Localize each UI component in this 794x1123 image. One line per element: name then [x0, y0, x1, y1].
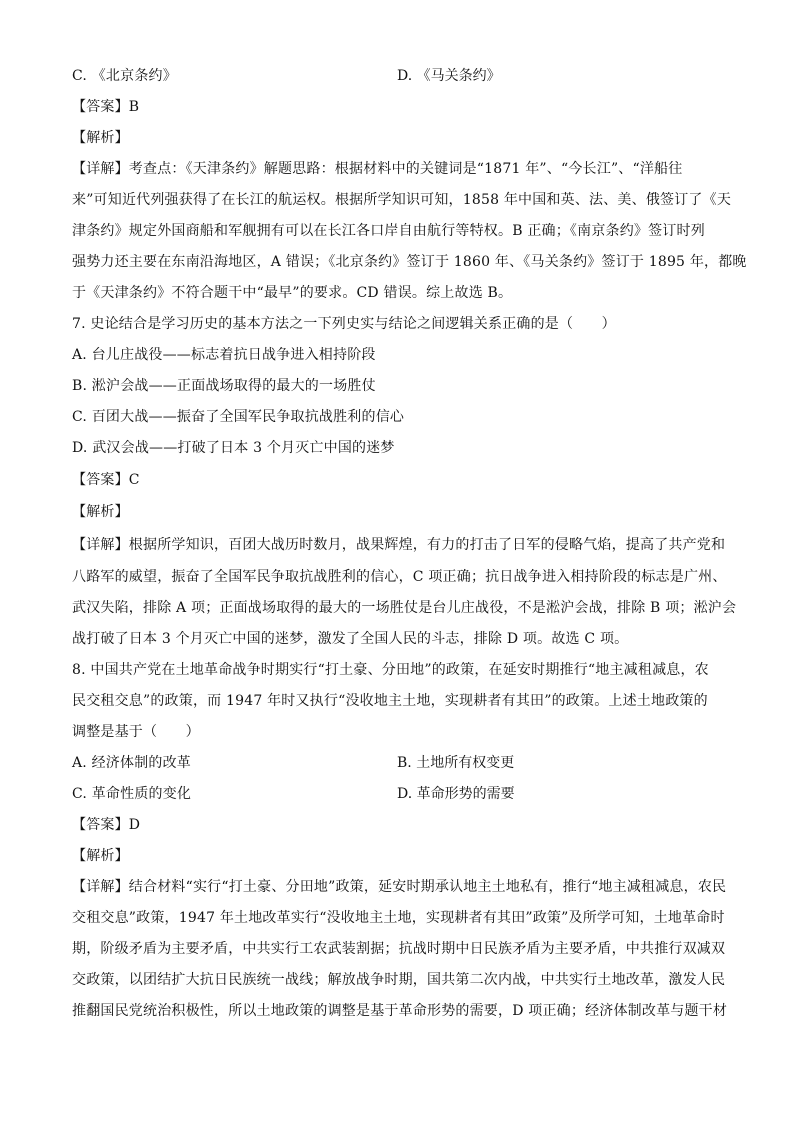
q7-option-b: B. 淞沪会战——正面战场取得的最大的一场胜仗: [72, 378, 376, 394]
q6-option-c: C. 《北京条约》: [72, 68, 177, 84]
q8-stem-line: 8. 中国共产党在土地革命战争时期实行“打土豪、分田地”的政策，在延安时期推行“地主减租减息，农: [72, 662, 709, 678]
q7-option-c: C. 百团大战——振奋了全国军民争取抗战胜利的信心: [72, 409, 405, 425]
q8-option-a: A. 经济体制的改革: [72, 755, 192, 771]
q7-answer: 【答案】C: [72, 472, 140, 488]
q7-detail-line: 【详解】根据所学知识，百团大战历时数月，战果辉煌，有力的打击了日军的侵略气焰，提高了共产党和: [72, 537, 726, 553]
q6-detail-line: 津条约》规定外国商船和军舰拥有可以在长江各口岸自由航行等特权。B 正确；《南京条约》签订时列: [72, 223, 705, 239]
q7-stem: 7. 史论结合是学习历史的基本方法之一下列史实与结论之间逻辑关系正确的是（ ）: [72, 316, 616, 332]
q8-option-c: C. 革命性质的变化: [72, 786, 192, 802]
q8-detail-line: 期，阶级矛盾为主要矛盾，中共实行工农武装割据；抗战时期中日民族矛盾为主要矛盾，中共推行双减双: [72, 941, 726, 957]
q6-answer: 【答案】B: [72, 99, 140, 115]
q7-option-d: D. 武汉会战——打破了日本 3 个月灭亡中国的迷梦: [72, 440, 395, 456]
q8-option-b: B. 土地所有权变更: [397, 755, 515, 771]
q6-detail-line: 来”可知近代列强获得了在长江的航运权。根据所学知识可知，1858 年中国和英、法、美、俄签订了《天: [72, 192, 732, 208]
q7-analysis-heading: 【解析】: [72, 504, 129, 520]
q6-analysis-heading: 【解析】: [72, 130, 129, 146]
q7-option-a: A. 台儿庄战役——标志着抗日战争进入相持阶段: [72, 347, 376, 363]
q8-detail-line: 推翻国民党统治积极性，所以土地政策的调整是基于革命形势的需要，D 项正确；经济体制改革与题干材: [72, 1003, 728, 1019]
q6-option-d: D. 《马关条约》: [397, 68, 501, 84]
q8-stem-line: 调整是基于（ ）: [72, 724, 200, 740]
q7-detail-line: 武汉失陷，排除 A 项；正面战场取得的最大的一场胜仗是台儿庄战役，不是淞沪会战，排除 B 项；淞沪会: [72, 600, 737, 616]
q8-option-d: D. 革命形势的需要: [397, 786, 515, 802]
q6-detail-line: 强势力还主要在东南沿海地区，A 错误；《北京条约》签订于 1860 年、《马关条约》签订于 1895 年，都晚: [72, 254, 747, 270]
q8-detail-line: 交租交息”政策，1947 年土地改革实行“没收地主土地，实现耕者有其田”政策”及所学可知，土地革命时: [72, 910, 725, 926]
q6-detail-line: 【详解】考查点：《天津条约》解题思路：根据材料中的关键词是“1871 年”、“今长江”、“洋船往: [72, 161, 683, 177]
q8-stem-line: 民交租交息”的政策，而 1947 年时又执行“没收地主土地，实现耕者有其田”的政策。上述土地政策的: [72, 693, 708, 709]
q8-detail-line: 【详解】结合材料“实行“打土豪、分田地”政策，延安时期承认地主土地私有，推行“地主减租减息，农民: [72, 879, 727, 895]
q8-answer: 【答案】D: [72, 817, 141, 833]
q8-detail-line: 交政策，以团结扩大抗日民族统一战线；解放战争时期，国共第二次内战，中共实行土地改革，激发人民: [72, 972, 726, 988]
q7-detail-line: 战打破了日本 3 个月灭亡中国的迷梦，激发了全国人民的斗志，排除 D 项。故选 C 项。: [72, 631, 629, 647]
q7-detail-line: 八路军的威望，振奋了全国军民争取抗战胜利的信心，C 项正确；抗日战争进入相持阶段的标志是广州、: [72, 569, 727, 585]
q8-analysis-heading: 【解析】: [72, 848, 129, 864]
q6-detail-line: 于《天津条约》不符合题干中“最早”的要求。CD 错误。综上故选 B。: [72, 285, 513, 301]
